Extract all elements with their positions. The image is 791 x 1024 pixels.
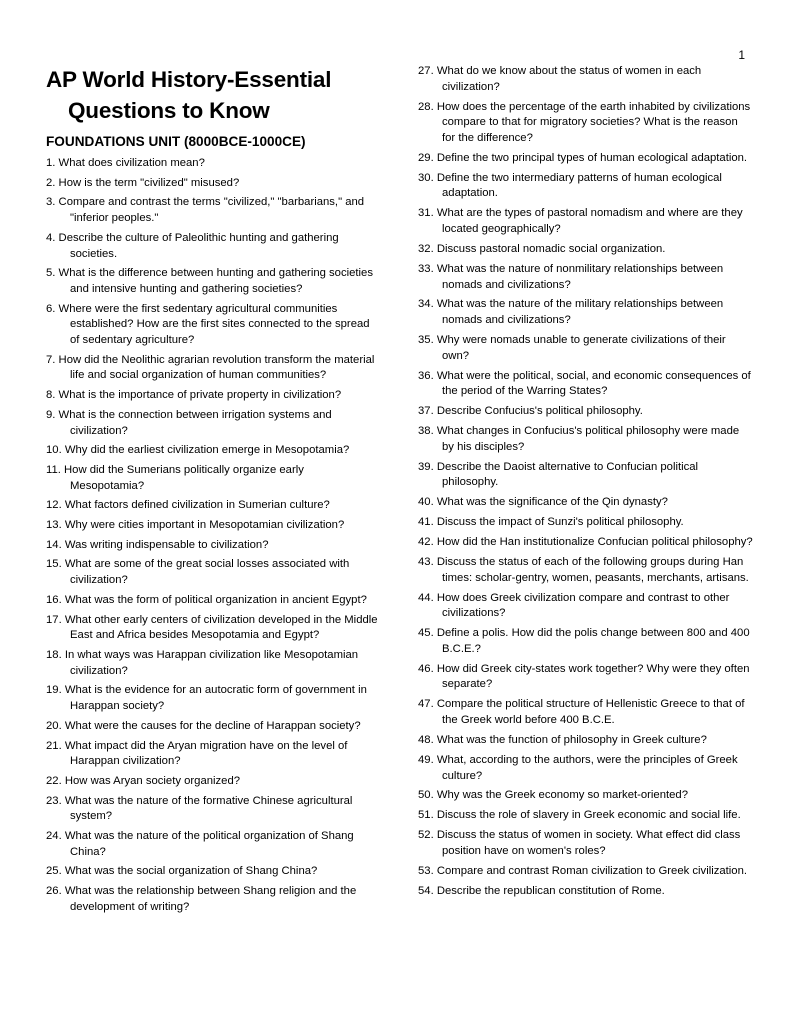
question-item: 18. In what ways was Harappan civilization like Mesopotamian civilization? bbox=[46, 648, 359, 677]
question-item: 16. What was the form of political organization in ancient Egypt? bbox=[46, 593, 367, 606]
question-item: 25. What was the social organization of Shang China? bbox=[46, 865, 318, 878]
question-item: 6. Where were the first sedentary agricultural communities established? How are the first sites connected to the spread of sedentary agriculture? bbox=[46, 302, 370, 347]
question-list-right bbox=[418, 64, 753, 899]
question-item: 44. How does Greek civilization compare and contrast to other civilizations? bbox=[418, 591, 730, 620]
page-number: 1 bbox=[738, 48, 745, 62]
question-item: 41. Discuss the impact of Sunzi's political philosophy. bbox=[418, 516, 684, 529]
question-item: 49. What, according to the authors, were the principles of Greek culture? bbox=[418, 753, 738, 782]
question-item: 42. How did the Han institutionalize Confucian political philosophy? bbox=[418, 536, 753, 549]
question-item: 29. Define the two principal types of human ecological adaptation. bbox=[418, 151, 748, 164]
question-item: 22. How was Aryan society organized? bbox=[46, 774, 241, 787]
question-item: 1. What does civilization mean? bbox=[46, 157, 205, 169]
question-item: 53. Compare and contrast Roman civilization to Greek civilization. bbox=[418, 864, 748, 877]
question-item: 10. Why did the earliest civilization emerge in Mesopotamia? bbox=[46, 444, 350, 457]
question-item: 11. How did the Sumerians politically organize early Mesopotamia? bbox=[46, 463, 304, 492]
question-item: 30. Define the two intermediary patterns of human ecological adaptation. bbox=[418, 171, 722, 200]
question-list-left bbox=[46, 156, 381, 916]
question-item: 24. What was the nature of the political organization of Shang China? bbox=[46, 830, 354, 858]
question-item: 15. What are some of the great social losses associated with civilization? bbox=[46, 558, 350, 587]
question-item: 33. What was the nature of nonmilitary relationships between nomads and civilizations? bbox=[418, 262, 724, 291]
question-item: 36. What were the political, social, and economic consequences of the period of the Warring States? bbox=[418, 369, 751, 398]
question-item: 28. How does the percentage of the earth inhabited by civilizations compare to that for migratory societies? What is the reason for the difference? bbox=[418, 100, 751, 144]
question-item: 3. Compare and contrast the terms "civilized," "barbarians," and "inferior peoples." bbox=[46, 196, 365, 225]
question-item: 35. Why were nomads unable to generate civilizations of their own? bbox=[418, 334, 726, 362]
question-item: 52. Discuss the status of women in society. What effect did class position have on women's roles? bbox=[418, 829, 741, 857]
question-item: 47. Compare the political structure of Hellenistic Greece to that of the Greek world before 400 B.C.E. bbox=[418, 698, 745, 727]
page-title-line-1: AP World History-Essential bbox=[46, 67, 332, 92]
right-column bbox=[418, 64, 753, 904]
page-title bbox=[46, 64, 381, 126]
question-item: 50. Why was the Greek economy so market-oriented? bbox=[418, 789, 688, 802]
question-item: 27. What do we know about the status of women in each civilization? bbox=[418, 65, 702, 93]
question-item: 5. What is the difference between hunting and gathering societies and intensive hunting and gathering societies? bbox=[46, 267, 373, 295]
question-item: 38. What changes in Confucius's political philosophy were made by his disciples? bbox=[418, 425, 740, 453]
question-item: 19. What is the evidence for an autocratic form of government in Harappan society? bbox=[46, 684, 367, 713]
question-item: 43. Discuss the status of each of the following groups during Han times: scholar-gentry, women, peasants, merchants, artisans. bbox=[418, 555, 749, 584]
question-item: 20. What were the causes for the decline of Harappan society? bbox=[46, 719, 361, 732]
question-item: 9. What is the connection between irrigation systems and civilization? bbox=[46, 408, 332, 437]
question-item: 7. How did the Neolithic agrarian revolution transform the material life and social organization of human communities? bbox=[46, 353, 375, 382]
left-column bbox=[46, 64, 381, 920]
question-item: 32. Discuss pastoral nomadic social organization. bbox=[418, 242, 666, 255]
unit-heading: FOUNDATIONS UNIT (8000BCE-1000CE) bbox=[46, 134, 306, 149]
question-item: 8. What is the importance of private property in civilization? bbox=[46, 389, 342, 402]
question-item: 23. What was the nature of the formative Chinese agricultural system? bbox=[46, 794, 353, 823]
question-item: 48. What was the function of philosophy in Greek culture? bbox=[418, 733, 707, 746]
question-item: 13. Why were cities important in Mesopotamian civilization? bbox=[46, 519, 345, 532]
question-item: 45. Define a polis. How did the polis change between 800 and 400 B.C.E.? bbox=[418, 627, 750, 655]
page-title-line-2: Questions to Know bbox=[68, 98, 270, 123]
question-item: 37. Describe Confucius's political philosophy. bbox=[418, 405, 643, 418]
question-item: 2. How is the term "civilized" misused? bbox=[46, 176, 240, 189]
question-item: 51. Discuss the role of slavery in Greek economic and social life. bbox=[418, 809, 741, 822]
question-item: 40. What was the significance of the Qin dynasty? bbox=[418, 496, 668, 509]
question-item: 54. Describe the republican constitution of Rome. bbox=[418, 884, 665, 897]
question-item: 31. What are the types of pastoral nomadism and where are they located geographically? bbox=[418, 207, 743, 236]
question-item: 4. Describe the culture of Paleolithic hunting and gathering societies. bbox=[46, 231, 339, 260]
question-item: 21. What impact did the Aryan migration have on the level of Harappan civilization? bbox=[46, 739, 348, 768]
question-item: 12. What factors defined civilization in Sumerian culture? bbox=[46, 499, 330, 512]
question-item: 14. Was writing indispensable to civilization? bbox=[46, 538, 269, 551]
question-item: 17. What other early centers of civilization developed in the Middle East and Africa besides Mesopotamia and Egypt? bbox=[46, 613, 378, 642]
question-item: 34. What was the nature of the military relationships between nomads and civilizations? bbox=[418, 298, 724, 327]
question-item: 26. What was the relationship between Shang religion and the development of writing? bbox=[46, 885, 357, 913]
question-item: 46. How did Greek city-states work together? Why were they often separate? bbox=[418, 662, 750, 691]
question-item: 39. Describe the Daoist alternative to Confucian political philosophy. bbox=[418, 460, 699, 489]
